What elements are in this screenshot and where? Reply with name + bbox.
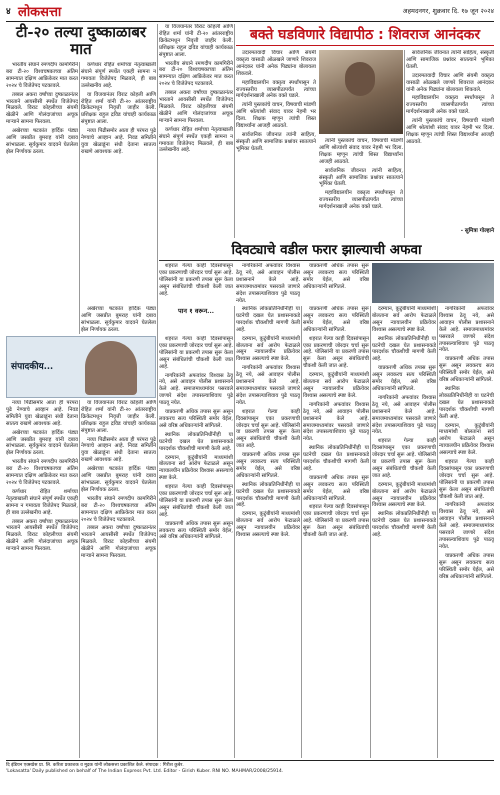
paragraph: शहरात गेल्या काही दिवसांपासून एका प्रकरणाची जोरदार चर्चा सुरू आहे. पोलिसांनी या प्रकरणी तपास सुरू केला असून संबंधितांची चौकशी केली जात आहे. (372, 438, 436, 479)
paragraph: सार्वजनिक जीवनात त्यांनी साहित्य, संस्कृती आणि सामाजिक प्रश्नांवर सातत्याने भूमिका घेतली. (406, 50, 494, 70)
paragraph: नव्या पिढीसमोर आता ही परंपरा पुढे नेण्याचे आव्हान आहे. निवड समितीने युवा खेळाडूंना संधी देताना सातत्य राखणे आवश्यक आहे. (6, 400, 78, 427)
column-rule (301, 306, 302, 758)
main-headline-rule (159, 260, 494, 261)
paragraph: तब्बल अकरा वर्षांच्या दुष्काळानंतर भारताने आयसीसी स्पर्धेत विजेतेपद मिळवले. विराट कोहलीच्या संयमी खेळीने आणि गोलंदाजांच्या अचूक माऱ्याने सामना फिरवला. (6, 91, 78, 126)
paragraph: तब्बल अकरा वर्षांच्या दुष्काळानंतर भारताने आयसीसी स्पर्धेत विजेतेपद मिळवले. विराट कोहलीच्या संयमी खेळीने आणि गोलंदाजांच्या अचूक माऱ्याने सामना फिरवला. (6, 518, 78, 553)
masthead: लोकसत्ता (18, 5, 62, 20)
paragraph: स्थानिक लोकप्रतिनिधींनीही या घटनेची दखल घेत प्रशासनाकडे पारदर्शक चौकशीची मागणी केली आहे. (303, 445, 369, 472)
column-rule (157, 24, 158, 758)
paragraph: दरम्यान, कुटुंबीयांनी माध्यमांशी बोलताना सर्व आरोप फेटाळले असून न्यायालयीन प्रक्रियेवर विश्वास असल्याचे स्पष्ट केले. (303, 372, 369, 399)
paragraph: त्यांनी पुस्तकांचे वाचन, विषयाची मांडणी आणि श्रोत्यांशी संवाद यावर नेहमी भर दिला. शिक्षक म्हणून त्यांची शिस्त विद्यार्थ्यांना आजही आठवते. (236, 102, 316, 130)
main-column-2 (236, 306, 300, 758)
paragraph: नव्या पिढीसमोर आता ही परंपरा पुढे नेण्याचे आव्हान आहे. निवड समितीने युवा खेळाडूंना संधी देताना सातत्य राखणे आवश्यक आहे. (81, 128, 156, 155)
left-headline: टी-२० तल्या दुष्काळाबर मात (15, 23, 147, 58)
paragraph: याप्रकरणी अधिक तपास सुरू असून लवकरच सत्य परिस्थिती समोर येईल, असे वरिष्ठ अधिकाऱ्यांनी सांगितले. (303, 306, 369, 333)
paragraph: अखेरच्या षटकांत हार्दिक पंड्या आणि जसप्रीत बुमराह यांनी दबाव सांभाळला. सूर्यकुमार यादवने घेतलेला झेल निर्णायक ठरला. (81, 466, 156, 493)
paragraph: शहरात गेल्या काही दिवसांपासून एका प्रकरणाची जोरदार चर्चा सुरू आहे. पोलिसांनी या प्रकरणी तपास सुरू केला असून संबंधितांची चौकशी केली जात आहे. (159, 263, 233, 297)
paragraph: याप्रकरणी अधिक तपास सुरू असून लवकरच सत्य परिस्थिती समोर येईल, असे वरिष्ठ अधिकाऱ्यांनी सांगितले. (159, 409, 233, 429)
paragraph: स्थानिक लोकप्रतिनिधींनीही या घटनेची दखल घेत प्रशासनाकडे पारदर्शक चौकशीची मागणी केली आहे. (372, 511, 436, 539)
main-column-3 (303, 306, 369, 758)
paragraph: शहरात गेल्या काही दिवसांपासून एका प्रकरणाची जोरदार चर्चा सुरू आहे. पोलिसांनी या प्रकरणी तपास सुरू केला असून संबंधितांची चौकशी केली जात आहे. (159, 484, 233, 518)
paragraph: महाविद्यालयीन वक्तृत्व स्पर्धांपासून ते राज्यस्तरीय व्यासपीठापर्यंत त्यांच्या मार्गदर्शनाखाली अनेक वक्ते घडले. (236, 79, 316, 100)
paragraph: उदारमतवादी विचार आणि संयमी वक्तृत्व यासाठी ओळखले जाणारे शिवराज आनंदकर यांनी अनेक पिढ्यांना बोलायला शिकवले. (236, 50, 316, 77)
paragraph: भारतीय संघाने रमणदीप कामगिरीने बरा टी-२० विश्वचषकाच्या अंतिम सामन्यात दक्षिण आफ्रिकेवर मात करत २०२४ चे विजेतेपद पटकावले. (159, 60, 233, 88)
left-column-1 (6, 62, 78, 306)
right-headline-banner (236, 24, 494, 46)
paragraph: स्थानिक लोकप्रतिनिधींनीही या घटनेची दखल घेत प्रशासनाकडे पारदर्शक चौकशीची मागणी केली आहे. (236, 306, 300, 333)
left-column-long-2 (81, 400, 156, 758)
paragraph: याप्रकरणी अधिक तपास सुरू असून लवकरच सत्य परिस्थिती समोर येईल, असे वरिष्ठ अधिकाऱ्यांनी सांगितले. (372, 365, 436, 392)
main-headline: दिवट्याचे वडील फरार झाल्याची अफवा (231, 242, 422, 258)
right-column-3 (406, 50, 494, 224)
paragraph: याप्रकरणी अधिक तपास सुरू असून लवकरच सत्य परिस्थिती समोर येईल, असे वरिष्ठ अधिकाऱ्यांनी सांगितले. (439, 356, 494, 384)
paragraph: याप्रकरणी अधिक तपास सुरू असून लवकरच सत्य परिस्थिती समोर येईल, असे वरिष्ठ अधिकाऱ्यांनी सांगितले. (303, 263, 369, 290)
paragraph: स्थानिक लोकप्रतिनिधींनीही या घटनेची दखल घेत प्रशासनाकडे पारदर्शक चौकशीची मागणी केली आहे. (439, 385, 494, 420)
left-column-long (6, 400, 78, 758)
paragraph: अखेरच्या षटकांत हार्दिक पंड्या आणि जसप्रीत बुमराह यांनी दबाव सांभाळला. सूर्यकुमार यादवने घेतलेला झेल निर्णायक ठरला. (81, 306, 156, 333)
paragraph: महाविद्यालयीन वक्तृत्व स्पर्धांपासून ते राज्यस्तरीय व्यासपीठापर्यंत त्यांच्या मार्गदर्शनाखाली अनेक वक्ते घडले. (319, 190, 403, 211)
paragraph: कर्णधार रोहित शर्माच्या नेतृत्वाखाली संघाने संपूर्ण स्पर्धेत एकही सामना न गमावता विजेतेपद मिळवले, ही बाब उल्लेखनीय आहे. (159, 126, 233, 154)
main-column-5 (439, 306, 494, 758)
paragraph: दरम्यान, कुटुंबीयांनी माध्यमांशी बोलताना सर्व आरोप फेटाळले असून न्यायालयीन प्रक्रियेवर विश्वास असल्याचे स्पष्ट केले. (236, 335, 300, 363)
continued-box-title: पान १ वरून... (178, 307, 214, 315)
paragraph: शहरात गेल्या काही दिवसांपासून एका प्रकरणाची जोरदार चर्चा सुरू आहे. पोलिसांनी या प्रकरणी तपास सुरू केला असून संबंधितांची चौकशी केली जात आहे. (159, 336, 233, 370)
news-photo (372, 263, 494, 303)
main-intro (159, 263, 233, 303)
paragraph: दरम्यान, कुटुंबीयांनी माध्यमांशी बोलताना सर्व आरोप फेटाळले असून न्यायालयीन प्रक्रियेवर विश्वास असल्याचे स्पष्ट केले. (236, 511, 300, 539)
paragraph: सार्वजनिक जीवनात त्यांनी साहित्य, संस्कृती आणि सामाजिक प्रश्नांवर सातत्याने भूमिका घेतली. (319, 167, 403, 188)
paragraph: कर्णधार रोहित शर्माच्या नेतृत्वाखाली संघाने संपूर्ण स्पर्धेत एकही सामना न गमावता विजेतेपद मिळवले, ही बाब उल्लेखनीय आहे. (6, 488, 78, 516)
column-rule (234, 306, 235, 758)
paragraph: भारतीय संघाने रमणदीप कामगिरीने बरा टी-२० विश्वचषकाच्या अंतिम सामन्यात दक्षिण आफ्रिकेवर मात करत २०२४ चे विजेतेपद पटकावले. (81, 495, 156, 523)
left-column-2 (81, 62, 156, 306)
right-headline: बक्ते घडविणारे विद्यापीठ : शिवराज आनंदकर (249, 27, 481, 43)
paragraph: नव्या पिढीसमोर आता ही परंपरा पुढे नेण्याचे आव्हान आहे. निवड समितीने युवा खेळाडूंना संधी देताना सातत्य राखणे आवश्यक आहे. (81, 436, 156, 464)
paragraph: स्थानिक लोकप्रतिनिधींनीही या घटनेची दखल घेत प्रशासनाकडे पारदर्शक चौकशीची मागणी केली आहे. (372, 335, 436, 363)
paragraph: भारतीय संघाने रमणदीप कामगिरीने बरा टी-२० विश्वचषकाच्या अंतिम सामन्यात दक्षिण आफ्रिकेवर मात करत २०२४ चे विजेतेपद पटकावले. (6, 459, 78, 486)
left-column-bridge (81, 306, 156, 334)
paragraph: तब्बल अकरा वर्षांच्या दुष्काळानंतर भारताने आयसीसी स्पर्धेत विजेतेपद मिळवले. विराट कोहलीच्या संयमी खेळीने आणि गोलंदाजांच्या अचूक माऱ्याने सामना फिरवला. (159, 90, 233, 124)
right-column-1 (236, 50, 316, 237)
main-intro-2 (236, 263, 300, 303)
right-byline: - सुमित्रा गोल्हाने (460, 228, 494, 234)
paragraph: नागरिकांनी अफवांवर विश्वास ठेवू नये, असे आवाहन पोलीस प्रशासनाने केले आहे. समाजमाध्यमांवर पसरवले जाणारे संदेश तपासल्याशिवाय पुढे पाठवू नयेत. (236, 263, 300, 303)
paragraph: त्यांनी पुस्तकांचे वाचन, विषयाची मांडणी आणि श्रोत्यांशी संवाद यावर नेहमी भर दिला. शिक्षक म्हणून त्यांची शिस्त विद्यार्थ्यांना आजही आठवते. (406, 118, 494, 145)
paragraph: नागरिकांनी अफवांवर विश्वास ठेवू नये, असे आवाहन पोलीस प्रशासनाने केले आहे. समाजमाध्यमांवर पसरवले जाणारे संदेश तपासल्याशिवाय पुढे पाठवू नयेत. (439, 306, 494, 354)
dateline: अहमदनगर, शुक्रवार दि. १७ जून २०२४ (402, 7, 494, 15)
columnist-photo (85, 341, 137, 395)
imprint-marathi: दि इंडियन एक्सप्रेस प्रा. लि. करिता प्रकाशक व मुद्रक यांनी लोकसत्ता प्रकाशित केले. संपादक : गिरीश कुबेर. (6, 763, 184, 768)
right-column-2 (319, 138, 403, 237)
paragraph: उदारमतवादी विचार आणि संयमी वक्तृत्व यासाठी ओळखले जाणारे शिवराज आनंदकर यांनी अनेक पिढ्यांना बोलायला शिकवले. (406, 72, 494, 93)
paragraph: याप्रकरणी अधिक तपास सुरू असून लवकरच सत्य परिस्थिती समोर येईल, असे वरिष्ठ अधिकाऱ्यांनी सांगितले. (303, 474, 369, 502)
paragraph: नागरिकांनी अफवांवर विश्वास ठेवू नये, असे आवाहन पोलीस प्रशासनाने केले आहे. समाजमाध्यमांवर पसरवले जाणारे संदेश तपासल्याशिवाय पुढे पाठवू नयेत. (236, 365, 300, 406)
imprint-english: 'Lokasatta' Daily published on behalf of The Indian Express Pvt. Ltd. Editor - Girish Kuber. RNI NO. MAHMAR/2008/25914. (6, 768, 284, 774)
paragraph: अखेरच्या षटकांत हार्दिक पंड्या आणि जसप्रीत बुमराह यांनी दबाव सांभाळला. सूर्यकुमार यादवने घेतलेला झेल निर्णायक ठरला. (6, 429, 78, 457)
header-rule (6, 21, 494, 22)
page-header (6, 4, 494, 20)
paragraph: याप्रकरणी अधिक तपास सुरू असून लवकरच सत्य परिस्थिती समोर येईल, असे वरिष्ठ अधिकाऱ्यांनी सांगितले. (439, 552, 494, 580)
paragraph: तब्बल अकरा वर्षांच्या दुष्काळानंतर भारताने आयसीसी स्पर्धेत विजेतेपद मिळवले. विराट कोहलीच्या संयमी खेळीने आणि गोलंदाजांच्या अचूक माऱ्याने सामना फिरवला. (81, 525, 156, 560)
paragraph: नागरिकांनी अफवांवर विश्वास ठेवू नये, असे आवाहन पोलीस प्रशासनाने केले आहे. समाजमाध्यमांवर पसरवले जाणारे संदेश तपासल्याशिवाय पुढे पाठवू नयेत. (159, 372, 233, 407)
column-rule (79, 62, 80, 334)
paragraph: भारतीय संघाने रमणदीप कामगिरीने बरा टी-२० विश्वचषकाच्या अंतिम सामन्यात दक्षिण आफ्रिकेवर मात करत २०२४ चे विजेतेपद पटकावले. (6, 62, 78, 89)
paragraph: दरम्यान, कुटुंबीयांनी माध्यमांशी बोलताना सर्व आरोप फेटाळले असून न्यायालयीन प्रक्रियेवर विश्वास असल्याचे स्पष्ट केले. (372, 481, 436, 509)
column-rule (404, 50, 405, 238)
paragraph: या विजयानंतर विराट कोहली आणि रोहित शर्मा यांनी टी-२० आंतरराष्ट्रीय क्रिकेटमधून निवृत्ती जाहीर केली. प्रशिक्षक राहुल द्रविड यांचाही कार्यकाळ संपुष्टात आला. (159, 24, 233, 58)
paragraph: याप्रकरणी अधिक तपास सुरू असून लवकरच सत्य परिस्थिती समोर येईल, असे वरिष्ठ अधिकाऱ्यांनी सांगितले. (159, 520, 233, 541)
column-rule (234, 24, 235, 238)
main-intro-3 (303, 263, 369, 303)
paragraph: शहरात गेल्या काही दिवसांपासून एका प्रकरणाची जोरदार चर्चा सुरू आहे. पोलिसांनी या प्रकरणी तपास सुरू केला असून संबंधितांची चौकशी केली जात आहे. (236, 408, 300, 450)
column-rule (370, 306, 371, 758)
columnist-box (6, 336, 156, 398)
paragraph: दरम्यान, कुटुंबीयांनी माध्यमांशी बोलताना सर्व आरोप फेटाळले असून न्यायालयीन प्रक्रियेवर विश्वास असल्याचे स्पष्ट केले. (439, 422, 494, 457)
main-column-1 (159, 336, 233, 758)
paragraph: नागरिकांनी अफवांवर विश्वास ठेवू नये, असे आवाहन पोलीस प्रशासनाने केले आहे. समाजमाध्यमांवर पसरवले जाणारे संदेश तपासल्याशिवाय पुढे पाठवू नयेत. (372, 394, 436, 436)
portrait-head (345, 62, 375, 96)
paragraph: या विजयानंतर विराट कोहली आणि रोहित शर्मा यांनी टी-२० आंतरराष्ट्रीय क्रिकेटमधून निवृत्ती जाहीर केली. प्रशिक्षक राहुल द्रविड यांचाही कार्यकाळ संपुष्टात आला. (81, 400, 156, 434)
paragraph: स्थानिक लोकप्रतिनिधींनीही या घटनेची दखल घेत प्रशासनाकडे पारदर्शक चौकशीची मागणी केली आहे. (236, 481, 300, 509)
paragraph: महाविद्यालयीन वक्तृत्व स्पर्धांपासून ते राज्यस्तरीय व्यासपीठापर्यंत त्यांच्या मार्गदर्शनाखाली अनेक वक्ते घडले. (406, 95, 494, 116)
paragraph: शहरात गेल्या काही दिवसांपासून एका प्रकरणाची जोरदार चर्चा सुरू आहे. पोलिसांनी या प्रकरणी तपास सुरू केला असून संबंधितांची चौकशी केली जात आहे. (439, 459, 494, 500)
paragraph: स्थानिक लोकप्रतिनिधींनीही या घटनेची दखल घेत प्रशासनाकडे पारदर्शक चौकशीची मागणी केली आहे. (159, 431, 233, 452)
main-column-4 (372, 306, 436, 758)
paragraph: त्यांनी पुस्तकांचे वाचन, विषयाची मांडणी आणि श्रोत्यांशी संवाद यावर नेहमी भर दिला. शिक्षक म्हणून त्यांची शिस्त विद्यार्थ्यांना आजही आठवते. (319, 138, 403, 165)
paragraph: नागरिकांनी अफवांवर विश्वास ठेवू नये, असे आवाहन पोलीस प्रशासनाने केले आहे. समाजमाध्यमांवर पसरवले जाणारे संदेश तपासल्याशिवाय पुढे पाठवू नयेत. (303, 401, 369, 443)
paragraph: कर्णधार रोहित शर्माच्या नेतृत्वाखाली संघाने संपूर्ण स्पर्धेत एकही सामना न गमावता विजेतेपद मिळवले, ही बाब उल्लेखनीय आहे. (81, 62, 156, 89)
paragraph: या विजयानंतर विराट कोहली आणि रोहित शर्मा यांनी टी-२० आंतरराष्ट्रीय क्रिकेटमधून निवृत्ती जाहीर केली. प्रशिक्षक राहुल द्रविड यांचाही कार्यकाळ संपुष्टात आला. (81, 91, 156, 126)
column-rule (79, 400, 80, 758)
paragraph: दरम्यान, कुटुंबीयांनी माध्यमांशी बोलताना सर्व आरोप फेटाळले असून न्यायालयीन प्रक्रियेवर विश्वास असल्याचे स्पष्ट केले. (159, 454, 233, 482)
page-number: ४ (6, 7, 11, 17)
paragraph: शहरात गेल्या काही दिवसांपासून एका प्रकरणाची जोरदार चर्चा सुरू आहे. पोलिसांनी या प्रकरणी तपास सुरू केला असून संबंधितांची चौकशी केली जात आहे. (303, 335, 369, 370)
columnist-tag: संपादकीय... (11, 362, 54, 372)
paragraph: दरम्यान, कुटुंबीयांनी माध्यमांशी बोलताना सर्व आरोप फेटाळले असून न्यायालयीन प्रक्रियेवर विश्वास असल्याचे स्पष्ट केले. (372, 306, 436, 333)
paragraph: अखेरच्या षटकांत हार्दिक पंड्या आणि जसप्रीत बुमराह यांनी दबाव सांभाळला. सूर्यकुमार यादवने घेतलेला झेल निर्णायक ठरला. (6, 128, 78, 155)
column-rule (437, 306, 438, 758)
paragraph: नागरिकांनी अफवांवर विश्वास ठेवू नये, असे आवाहन पोलीस प्रशासनाने केले आहे. समाजमाध्यमांवर पसरवले जाणारे संदेश तपासल्याशिवाय पुढे पाठवू नयेत. (439, 502, 494, 550)
paragraph: सार्वजनिक जीवनात त्यांनी साहित्य, संस्कृती आणि सामाजिक प्रश्नांवर सातत्याने भूमिका घेतली. (236, 131, 316, 152)
portrait-photo (319, 50, 403, 134)
paragraph: याप्रकरणी अधिक तपास सुरू असून लवकरच सत्य परिस्थिती समोर येईल, असे वरिष्ठ अधिकाऱ्यांनी सांगितले. (236, 452, 300, 479)
imprint-footer (6, 760, 494, 793)
paragraph: शहरात गेल्या काही दिवसांपासून एका प्रकरणाची जोरदार चर्चा सुरू आहे. पोलिसांनी या प्रकरणी तपास सुरू केला असून संबंधितांची चौकशी केली जात आहे. (303, 504, 369, 539)
